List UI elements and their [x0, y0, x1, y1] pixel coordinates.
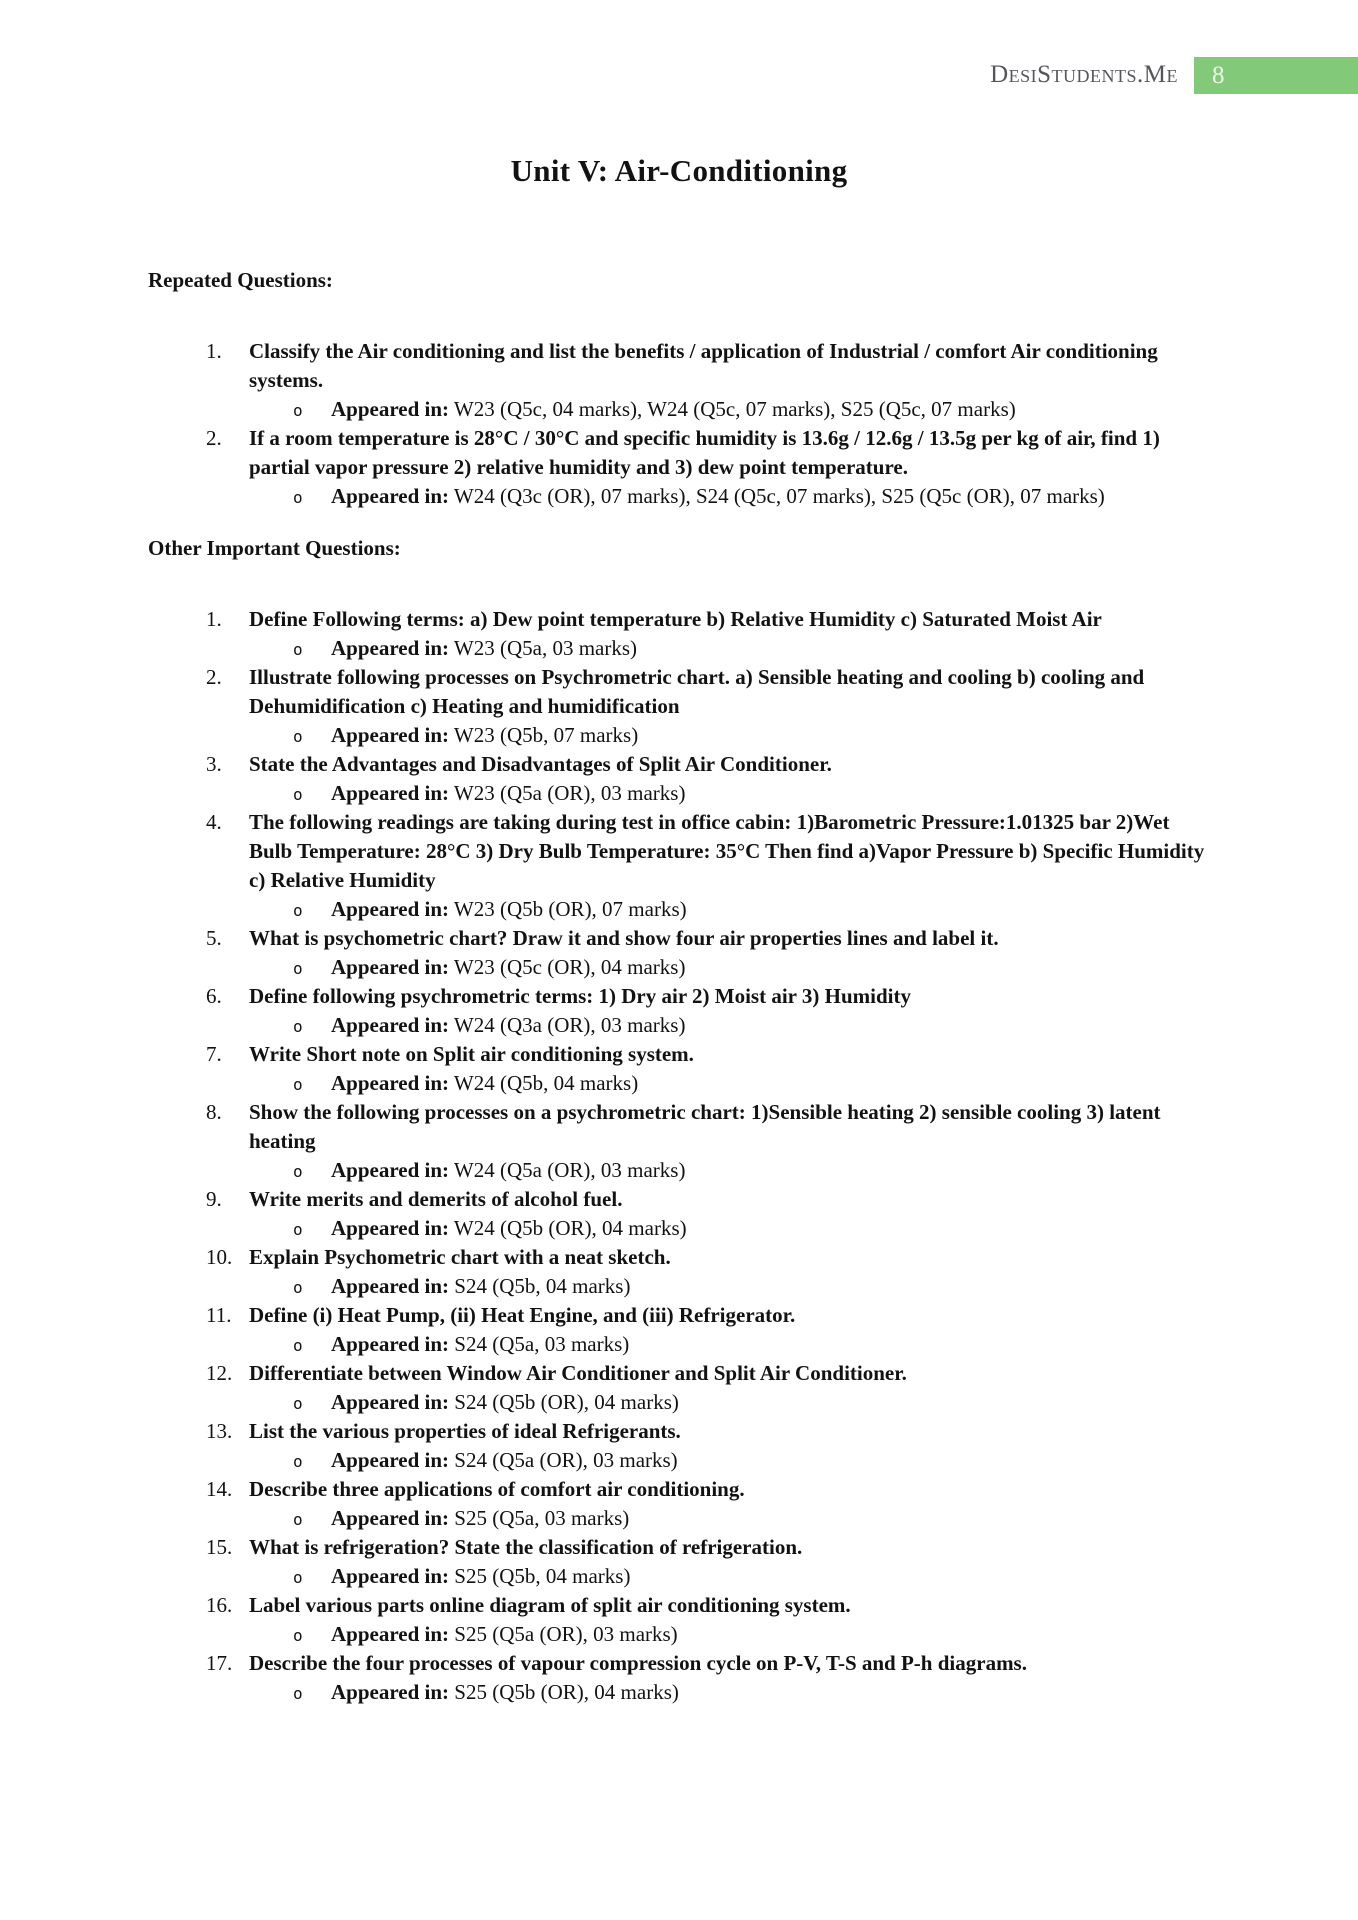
question-number: 14. [206, 1477, 233, 1501]
appeared-value: W23 (Q5b (OR), 07 marks) [449, 897, 687, 921]
circle-bullet-icon: o [293, 1220, 303, 1239]
question-number: 16. [206, 1593, 233, 1617]
appeared-value: W23 (Q5c, 04 marks), W24 (Q5c, 07 marks), S25 (Q5c, 07 marks) [449, 397, 1016, 421]
question-item [148, 1591, 1210, 1649]
appeared-label: Appeared in: [331, 1332, 450, 1356]
question-text: Define following psychrometric terms: 1) Dry air 2) Moist air 3) Humidity [249, 984, 911, 1008]
question-number: 15. [206, 1535, 233, 1559]
question-item [148, 1185, 1210, 1243]
question-number: 7. [206, 1042, 222, 1066]
circle-bullet-icon: o [293, 1452, 303, 1471]
circle-bullet-icon: o [293, 727, 303, 746]
appeared-line [249, 895, 1210, 924]
question-item [148, 1098, 1210, 1185]
question-list [148, 337, 1210, 511]
question-text: List the various properties of ideal Refrigerants. [249, 1419, 681, 1443]
appeared-value: W23 (Q5a (OR), 03 marks) [449, 781, 686, 805]
question-number: 1. [206, 339, 222, 363]
appeared-label: Appeared in: [331, 1158, 450, 1182]
question-list [148, 605, 1210, 1707]
question-number: 13. [206, 1419, 233, 1443]
question-item [148, 337, 1210, 424]
appeared-line [249, 1156, 1210, 1185]
question-item [148, 1475, 1210, 1533]
appeared-value: W23 (Q5b, 07 marks) [449, 723, 639, 747]
question-text: Define Following terms: a) Dew point temperature b) Relative Humidity c) Saturated Moist Air [249, 607, 1102, 631]
question-number: 12. [206, 1361, 233, 1385]
question-number: 5. [206, 926, 222, 950]
page-title: Unit V: Air-Conditioning [510, 153, 848, 188]
question-text: What is refrigeration? State the classification of refrigeration. [249, 1535, 803, 1559]
question-number: 4. [206, 810, 222, 834]
appeared-line [249, 1214, 1210, 1243]
appeared-line [249, 1011, 1210, 1040]
circle-bullet-icon: o [293, 1162, 303, 1181]
circle-bullet-icon: o [293, 959, 303, 978]
question-item [148, 1243, 1210, 1301]
appeared-line [249, 1388, 1210, 1417]
appeared-value: S25 (Q5b, 04 marks) [449, 1564, 631, 1588]
appeared-value: W24 (Q3c (OR), 07 marks), S24 (Q5c, 07 marks), S25 (Q5c (OR), 07 marks) [449, 484, 1105, 508]
appeared-label: Appeared in: [331, 1390, 450, 1414]
appeared-value: W23 (Q5a, 03 marks) [449, 636, 638, 660]
question-section [148, 266, 1210, 511]
circle-bullet-icon: o [293, 1394, 303, 1413]
appeared-line [249, 1069, 1210, 1098]
question-text: Describe three applications of comfort air conditioning. [249, 1477, 745, 1501]
appeared-line [249, 1620, 1210, 1649]
question-number: 1. [206, 607, 222, 631]
site-name: DesiStudents.Me [990, 61, 1178, 88]
circle-bullet-icon: o [293, 401, 303, 420]
question-text: Classify the Air conditioning and list the benefits / application of Industrial / comfort Air conditioning systems. [249, 339, 1158, 392]
question-number: 8. [206, 1100, 222, 1124]
appeared-label: Appeared in: [331, 1564, 450, 1588]
question-number: 11. [206, 1303, 232, 1327]
appeared-value: S24 (Q5a, 03 marks) [449, 1332, 630, 1356]
circle-bullet-icon: o [293, 785, 303, 804]
question-item [148, 424, 1210, 511]
question-item [148, 924, 1210, 982]
appeared-value: W24 (Q5b, 04 marks) [449, 1071, 639, 1095]
question-number: 6. [206, 984, 222, 1008]
question-text: Describe the four processes of vapour compression cycle on P-V, T-S and P-h diagrams. [249, 1651, 1027, 1675]
circle-bullet-icon: o [293, 1278, 303, 1297]
question-number: 2. [206, 426, 222, 450]
appeared-line [249, 779, 1210, 808]
appeared-label: Appeared in: [331, 1622, 450, 1646]
appeared-value: W24 (Q5a (OR), 03 marks) [449, 1158, 686, 1182]
question-number: 9. [206, 1187, 222, 1211]
question-text: The following readings are taking during test in office cabin: 1)Barometric Pressure:1.01325 bar 2)Wet Bulb Temperature: 28°C 3) Dry Bulb Temperature: 35°C Then find a)Vapor Pressure b) Specific Humidity c) Relative Humidity [249, 810, 1205, 892]
question-item [148, 808, 1210, 924]
appeared-line [249, 395, 1210, 424]
question-item [148, 605, 1210, 663]
content [148, 266, 1210, 1707]
page-number-badge [1194, 57, 1358, 94]
appeared-value: S25 (Q5a, 03 marks) [449, 1506, 630, 1530]
appeared-line [249, 1562, 1210, 1591]
question-text: Illustrate following processes on Psychrometric chart. a) Sensible heating and cooling b) cooling and Dehumidification c) Heating and humidification [249, 665, 1145, 718]
appeared-value: S24 (Q5a (OR), 03 marks) [449, 1448, 678, 1472]
question-item [148, 1533, 1210, 1591]
appeared-line [249, 1678, 1210, 1707]
question-text: State the Advantages and Disadvantages of Split Air Conditioner. [249, 752, 832, 776]
question-item [148, 1359, 1210, 1417]
appeared-value: W24 (Q3a (OR), 03 marks) [449, 1013, 686, 1037]
circle-bullet-icon: o [293, 1336, 303, 1355]
appeared-label: Appeared in: [331, 1013, 450, 1037]
appeared-value: W24 (Q5b (OR), 04 marks) [449, 1216, 687, 1240]
appeared-label: Appeared in: [331, 897, 450, 921]
question-text: Explain Psychometric chart with a neat sketch. [249, 1245, 671, 1269]
appeared-line [249, 1272, 1210, 1301]
appeared-line [249, 1504, 1210, 1533]
circle-bullet-icon: o [293, 1017, 303, 1036]
appeared-label: Appeared in: [331, 484, 450, 508]
circle-bullet-icon: o [293, 640, 303, 659]
appeared-line [249, 634, 1210, 663]
circle-bullet-icon: o [293, 488, 303, 507]
appeared-label: Appeared in: [331, 397, 450, 421]
question-item [148, 982, 1210, 1040]
question-text: What is psychometric chart? Draw it and show four air properties lines and label it. [249, 926, 999, 950]
question-item [148, 750, 1210, 808]
question-text: If a room temperature is 28°C / 30°C and specific humidity is 13.6g / 12.6g / 13.5g per kg of air, find 1) partial vapor pressure 2) relative humidity and 3) dew point temperature. [249, 426, 1160, 479]
question-text: Show the following processes on a psychrometric chart: 1)Sensible heating 2) sensible cooling 3) latent heating [249, 1100, 1161, 1153]
section-heading: Other Important Questions: [148, 536, 401, 560]
appeared-line [249, 1446, 1210, 1475]
appeared-line [249, 482, 1210, 511]
appeared-label: Appeared in: [331, 1216, 450, 1240]
appeared-label: Appeared in: [331, 1448, 450, 1472]
appeared-value: S24 (Q5b (OR), 04 marks) [449, 1390, 679, 1414]
section-heading: Repeated Questions: [148, 268, 333, 292]
question-item [148, 663, 1210, 750]
appeared-line [249, 953, 1210, 982]
appeared-label: Appeared in: [331, 1680, 450, 1704]
circle-bullet-icon: o [293, 901, 303, 920]
question-item [148, 1301, 1210, 1359]
page-number: 8 [1212, 61, 1225, 89]
appeared-label: Appeared in: [331, 1274, 450, 1298]
circle-bullet-icon: o [293, 1568, 303, 1587]
question-text: Write merits and demerits of alcohol fuel. [249, 1187, 623, 1211]
appeared-line [249, 721, 1210, 750]
appeared-label: Appeared in: [331, 1506, 450, 1530]
appeared-label: Appeared in: [331, 781, 450, 805]
question-number: 2. [206, 665, 222, 689]
question-item [148, 1417, 1210, 1475]
question-number: 17. [206, 1651, 233, 1675]
circle-bullet-icon: o [293, 1626, 303, 1645]
question-item [148, 1649, 1210, 1707]
question-text: Define (i) Heat Pump, (ii) Heat Engine, and (iii) Refrigerator. [249, 1303, 796, 1327]
appeared-label: Appeared in: [331, 1071, 450, 1095]
question-text: Write Short note on Split air conditioning system. [249, 1042, 694, 1066]
question-text: Label various parts online diagram of split air conditioning system. [249, 1593, 851, 1617]
circle-bullet-icon: o [293, 1075, 303, 1094]
question-section [148, 534, 1210, 1707]
circle-bullet-icon: o [293, 1684, 303, 1703]
appeared-value: S24 (Q5b, 04 marks) [449, 1274, 631, 1298]
appeared-label: Appeared in: [331, 636, 450, 660]
question-number: 3. [206, 752, 222, 776]
appeared-value: W23 (Q5c (OR), 04 marks) [449, 955, 686, 979]
page-header [0, 56, 1358, 94]
circle-bullet-icon: o [293, 1510, 303, 1529]
appeared-value: S25 (Q5b (OR), 04 marks) [449, 1680, 679, 1704]
appeared-line [249, 1330, 1210, 1359]
question-item [148, 1040, 1210, 1098]
appeared-label: Appeared in: [331, 723, 450, 747]
question-text: Differentiate between Window Air Conditioner and Split Air Conditioner. [249, 1361, 907, 1385]
appeared-label: Appeared in: [331, 955, 450, 979]
question-number: 10. [206, 1245, 233, 1269]
appeared-value: S25 (Q5a (OR), 03 marks) [449, 1622, 678, 1646]
